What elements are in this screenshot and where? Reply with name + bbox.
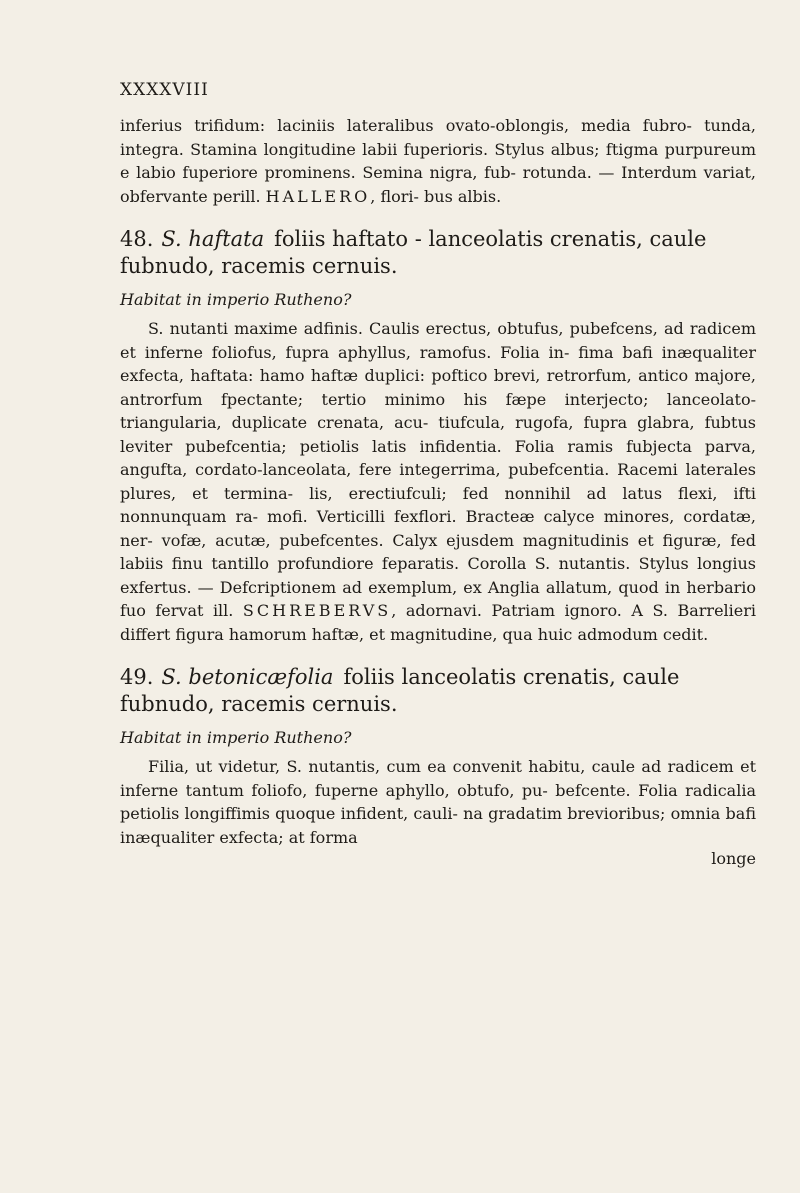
species-48-description-a: S. nutanti maxime adfinis. Caulis erectus, obtufus, pubefcens, ad radicem et inferne foliofus, fupra aphyllus, ramofus. Folia in- fima bafi inæqualiter exfecta, haftata: hamo haftæ duplici: poftico brevi, retrorfum, antico majore, antrorfum fpectante; tertio minimo his fæpe interjecto; lanceolato-triangularia, duplicate crenata, acu- tiufcula, rugofa, fupra glabra, fubtus leviter pubefcentia; petiolis latis infidentia. Folia ramis fubjecta parva, angufta, cordato-lanceolata, fere integerrima, pubefcentia. Racemi laterales plures, et termina- lis, erectiufculi; fed nonnihil ad latus flexi, ifti nonnunquam ra- mofi. Verticilli fexflori. Bracteæ calyce minores, cordatæ, ner- vofæ, acutæ, pubefcentes. Calyx ejusdem magnitudinis et figuræ, fed labiis finu tantillo profundiore feparatis. Corolla S. nutantis. Stylus longius exfertus. — Defcriptionem ad exemplum, ex Anglia allatum, quod in herbario fuo fervat ill. — [120, 319, 756, 620]
intro-tail: , flori- bus albis. — [370, 186, 502, 206]
intro-text: inferius trifidum: laciniis lateralibus ovato-oblongis, media fubro- tunda, integra. Stamina longitudine labii fuperioris. Stylus albus; ftigma purpureum e labio fuperiore prominens. Semina nigra, fub- rotunda. — Interdum variat, obfervante perill. — [120, 116, 756, 206]
intro-paragraph — [120, 114, 756, 208]
species-48-name: S. haftata — [161, 227, 265, 251]
species-49-diagnosis: foliis lanceolatis crenatis, caule fubnudo, racemis cernuis. — [120, 665, 680, 716]
species-48-description — [120, 317, 756, 646]
species-48-description-author: SCHREBERVS — [242, 601, 392, 620]
page-number: XXXXVIII — [120, 80, 209, 100]
catchword: longe — [711, 849, 756, 868]
species-48-diagnosis: foliis haftato - lanceolatis crenatis, caule fubnudo, racemis cernuis. — [120, 227, 707, 278]
species-48-description-b: , adornavi. Patriam ignoro. A S. Barrelieri differt figura hamorum haftæ, et magnitudine, qua huic admodum cedit. — [120, 601, 757, 644]
species-48-number: 48. — [120, 227, 154, 251]
species-48-heading — [120, 226, 756, 280]
species-49-habitat: Habitat in imperio Rutheno? — [120, 728, 352, 747]
species-49-description: Filia, ut videtur, S. nutantis, cum ea convenit habitu, caule ad radicem et inferne tantum foliofo, fuperne aphyllo, obtufo, pu- befcente. Folia radicalia petiolis longiffimis quoque infident, cauli- na gradatim brevioribus; omnia bafi inæqualiter exfecta; at forma — [120, 757, 756, 847]
species-49-number: 49. — [120, 665, 154, 689]
species-48-habitat: Habitat in imperio Rutheno? — [120, 290, 352, 309]
intro-author: HALLERO — [265, 186, 371, 206]
species-49-heading — [120, 664, 756, 718]
species-49-name: S. betonicæfolia — [161, 665, 334, 689]
